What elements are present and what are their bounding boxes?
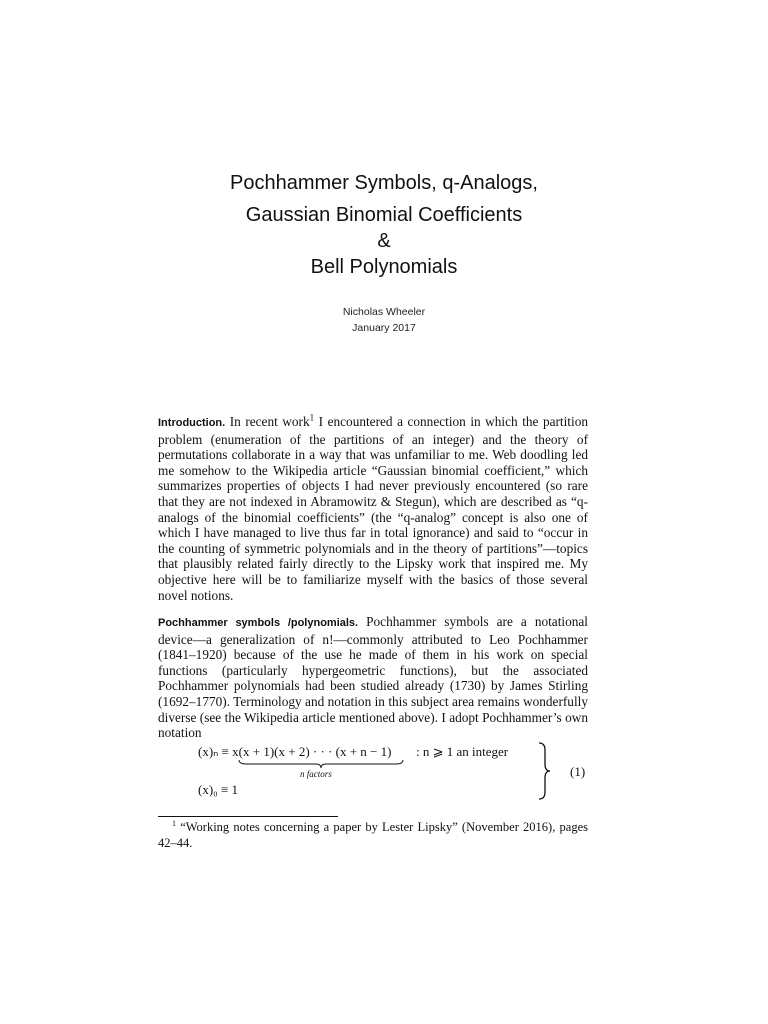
intro-paragraph (158, 414, 588, 603)
date: January 2017 (352, 322, 416, 334)
title-line-3: & (377, 230, 391, 252)
equation-lhs-1-text: (x)ₙ ≡ (198, 744, 233, 759)
footnote-reference: 1 (309, 412, 315, 423)
equation-rhs-1: x(x + 1)(x + 2) · · · (x + n − 1) (232, 744, 392, 759)
underbrace (238, 759, 404, 769)
footnote-rule (158, 816, 338, 817)
pochhammer-text: Pochhammer symbols are a notational device—a generalization of n!—commonly attributed to Leo Pochhammer (1841–1920) because of the use he made of them in his work on special functions (particularly hypergeometric functions), but the associated Pochhammer polynomials had been studied already (1730) by James Stirling (1692–1770). Terminology and notation in this subject area remains wonderfully diverse (see the Wikipedia article mentioned above). I adopt Pochhammer’s own notation (158, 614, 588, 741)
title-line-4: Bell Polynomials (310, 256, 458, 278)
equation-lhs-1 (198, 744, 391, 760)
intro-text-b: I encountered a connection in which the partition problem (enumeration of the partitions of an integer) and the theory of permutations collaborate in a way that was unfamiliar to me. Web doodling led me somehow to the Wikipedia article “Gaussian binomial coefficient,” which summarizes properties of objects I had never previously encountered (so rare that they are not indexed in Abramowitz & Stegun), which are described as “q-analogs of the binomial coefficients” (the “q-analog” concept is also one of which I have managed to live thus far in total ignorance) and said to “occur in the counting of symmetric polynomials and in the theory of partitions”—topics that plausibly related fairly directly to the Lipsky work that inspired me. My objective here will be to familiarize myself with the basics of those several novel notions. (158, 414, 588, 603)
equation-lhs-2: (x)₀ ≡ 1 (198, 782, 239, 797)
footnote-mark: 1 (172, 818, 176, 828)
title-line-1: Pochhammer Symbols, q-Analogs, (230, 172, 538, 194)
pochhammer-heading: Pochhammer symbols /polynomials. (158, 617, 359, 629)
footnote-text: “Working notes concerning a paper by Lester Lipsky” (November 2016), pages 42–44. (158, 820, 588, 850)
footnote (158, 820, 588, 851)
underbrace-label: n factors (300, 769, 332, 779)
right-brace (537, 742, 551, 800)
equation-condition: : n ⩾ 1 an integer (416, 744, 509, 759)
title-line-2: Gaussian Binomial Coefficients (245, 204, 523, 226)
equation-number: (1) (570, 764, 586, 779)
author: Nicholas Wheeler (342, 306, 426, 318)
intro-text-a: In recent work (225, 414, 310, 429)
pochhammer-paragraph (158, 614, 588, 741)
intro-heading: Introduction. (158, 417, 226, 429)
